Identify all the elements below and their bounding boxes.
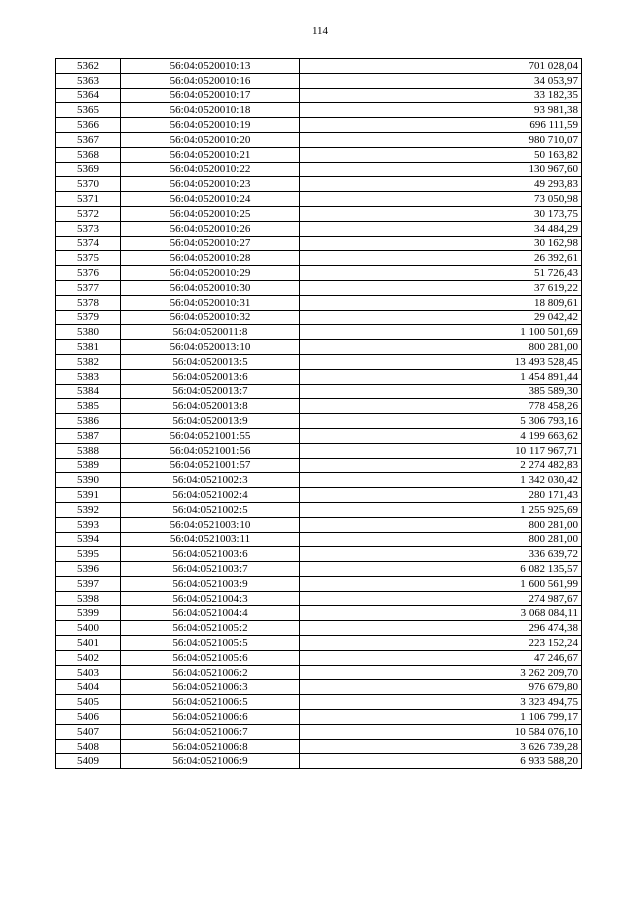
- row-number: 5375: [56, 251, 121, 266]
- row-number: 5377: [56, 280, 121, 295]
- cadastral-number: 56:04:0521006:8: [121, 739, 300, 754]
- table-row: [56, 443, 582, 458]
- row-number: 5382: [56, 354, 121, 369]
- table-row: [56, 591, 582, 606]
- cadastral-number: 56:04:0520010:32: [121, 310, 300, 325]
- cadastral-number: 56:04:0521001:57: [121, 458, 300, 473]
- cadastral-number: 56:04:0521003:11: [121, 532, 300, 547]
- row-number: 5376: [56, 266, 121, 281]
- cadastral-number: 56:04:0520011:8: [121, 325, 300, 340]
- table-row: [56, 680, 582, 695]
- cadastral-number: 56:04:0521002:5: [121, 502, 300, 517]
- row-number: 5370: [56, 177, 121, 192]
- cadastral-number: 56:04:0521003:6: [121, 547, 300, 562]
- cadastral-value: 696 111,59: [300, 118, 582, 133]
- cadastral-value: 30 162,98: [300, 236, 582, 251]
- table-row: [56, 695, 582, 710]
- table-row: [56, 636, 582, 651]
- cadastral-value: 1 342 030,42: [300, 473, 582, 488]
- cadastral-number: 56:04:0521004:3: [121, 591, 300, 606]
- table-row: [56, 458, 582, 473]
- table-row: [56, 354, 582, 369]
- row-number: 5365: [56, 103, 121, 118]
- cadastral-value: 296 474,38: [300, 621, 582, 636]
- row-number: 5371: [56, 192, 121, 207]
- cadastral-value: 34 053,97: [300, 73, 582, 88]
- cadastral-value: 980 710,07: [300, 132, 582, 147]
- cadastral-value: 50 163,82: [300, 147, 582, 162]
- cadastral-number: 56:04:0521006:5: [121, 695, 300, 710]
- cadastral-value: 13 493 528,45: [300, 354, 582, 369]
- cadastral-number: 56:04:0520010:20: [121, 132, 300, 147]
- table-row: [56, 517, 582, 532]
- cadastral-value: 29 042,42: [300, 310, 582, 325]
- cadastral-number: 56:04:0520010:27: [121, 236, 300, 251]
- row-number: 5385: [56, 399, 121, 414]
- row-number: 5372: [56, 206, 121, 221]
- table-row: [56, 118, 582, 133]
- cadastral-number: 56:04:0520010:22: [121, 162, 300, 177]
- cadastral-value: 336 639,72: [300, 547, 582, 562]
- cadastral-value: 10 117 967,71: [300, 443, 582, 458]
- table-row: [56, 266, 582, 281]
- row-number: 5398: [56, 591, 121, 606]
- row-number: 5363: [56, 73, 121, 88]
- table-row: [56, 132, 582, 147]
- table-row: [56, 547, 582, 562]
- cadastral-value: 3 626 739,28: [300, 739, 582, 754]
- cadastral-number: 56:04:0520010:16: [121, 73, 300, 88]
- row-number: 5399: [56, 606, 121, 621]
- table-row: [56, 103, 582, 118]
- cadastral-number: 56:04:0521006:2: [121, 665, 300, 680]
- cadastral-value: 1 454 891,44: [300, 369, 582, 384]
- cadastral-number: 56:04:0521003:7: [121, 562, 300, 577]
- table-row: [56, 576, 582, 591]
- cadastral-value: 34 484,29: [300, 221, 582, 236]
- cadastral-number: 56:04:0520013:8: [121, 399, 300, 414]
- table-row: [56, 739, 582, 754]
- cadastral-number: 56:04:0521005:6: [121, 650, 300, 665]
- cadastral-number: 56:04:0520013:5: [121, 354, 300, 369]
- cadastral-value: 1 100 501,69: [300, 325, 582, 340]
- cadastral-number: 56:04:0521001:55: [121, 428, 300, 443]
- cadastral-value: 10 584 076,10: [300, 724, 582, 739]
- cadastral-value: 385 589,30: [300, 384, 582, 399]
- cadastral-number: 56:04:0520010:19: [121, 118, 300, 133]
- row-number: 5409: [56, 754, 121, 769]
- row-number: 5367: [56, 132, 121, 147]
- cadastral-value: 30 173,75: [300, 206, 582, 221]
- cadastral-number: 56:04:0521003:10: [121, 517, 300, 532]
- table-row: [56, 325, 582, 340]
- cadastral-number: 56:04:0521001:56: [121, 443, 300, 458]
- table-row: [56, 147, 582, 162]
- table-row: [56, 310, 582, 325]
- row-number: 5368: [56, 147, 121, 162]
- cadastral-value: 5 306 793,16: [300, 414, 582, 429]
- cadastral-value: 1 255 925,69: [300, 502, 582, 517]
- row-number: 5401: [56, 636, 121, 651]
- cadastral-number: 56:04:0521006:9: [121, 754, 300, 769]
- table-row: [56, 473, 582, 488]
- table-row: [56, 754, 582, 769]
- cadastral-number: 56:04:0521006:6: [121, 710, 300, 725]
- table-row: [56, 650, 582, 665]
- row-number: 5383: [56, 369, 121, 384]
- cadastral-number: 56:04:0521004:4: [121, 606, 300, 621]
- cadastral-number: 56:04:0521002:4: [121, 488, 300, 503]
- cadastral-number: 56:04:0520010:17: [121, 88, 300, 103]
- cadastral-value: 800 281,00: [300, 532, 582, 547]
- cadastral-value: 3 323 494,75: [300, 695, 582, 710]
- row-number: 5380: [56, 325, 121, 340]
- cadastral-number: 56:04:0520010:18: [121, 103, 300, 118]
- table-row: [56, 73, 582, 88]
- row-number: 5389: [56, 458, 121, 473]
- cadastral-value: 93 981,38: [300, 103, 582, 118]
- cadastral-value: 1 106 799,17: [300, 710, 582, 725]
- row-number: 5392: [56, 502, 121, 517]
- row-number: 5400: [56, 621, 121, 636]
- cadastral-value: 33 182,35: [300, 88, 582, 103]
- row-number: 5366: [56, 118, 121, 133]
- row-number: 5362: [56, 59, 121, 74]
- cadastral-value: 800 281,00: [300, 340, 582, 355]
- table-row: [56, 162, 582, 177]
- row-number: 5390: [56, 473, 121, 488]
- cadastral-number: 56:04:0520013:7: [121, 384, 300, 399]
- cadastral-value: 976 679,80: [300, 680, 582, 695]
- row-number: 5395: [56, 547, 121, 562]
- row-number: 5364: [56, 88, 121, 103]
- table-row: [56, 192, 582, 207]
- table-row: [56, 532, 582, 547]
- page-number: 114: [311, 25, 329, 37]
- row-number: 5404: [56, 680, 121, 695]
- row-number: 5391: [56, 488, 121, 503]
- cadastral-number: 56:04:0521006:3: [121, 680, 300, 695]
- row-number: 5388: [56, 443, 121, 458]
- table-row: [56, 724, 582, 739]
- table-row: [56, 236, 582, 251]
- table-row: [56, 414, 582, 429]
- table-row: [56, 710, 582, 725]
- row-number: 5381: [56, 340, 121, 355]
- row-number: 5406: [56, 710, 121, 725]
- table-row: [56, 295, 582, 310]
- row-number: 5394: [56, 532, 121, 547]
- cadastral-number: 56:04:0520010:31: [121, 295, 300, 310]
- row-number: 5386: [56, 414, 121, 429]
- cadastral-value: 1 600 561,99: [300, 576, 582, 591]
- cadastral-value: 49 293,83: [300, 177, 582, 192]
- row-number: 5405: [56, 695, 121, 710]
- cadastral-number: 56:04:0520010:21: [121, 147, 300, 162]
- table-row: [56, 206, 582, 221]
- cadastral-value: 4 199 663,62: [300, 428, 582, 443]
- table-row: [56, 562, 582, 577]
- cadastral-value: 18 809,61: [300, 295, 582, 310]
- row-number: 5374: [56, 236, 121, 251]
- table-row: [56, 221, 582, 236]
- cadastral-value: 3 262 209,70: [300, 665, 582, 680]
- cadastral-number: 56:04:0520010:29: [121, 266, 300, 281]
- cadastral-value: 73 050,98: [300, 192, 582, 207]
- cadastral-number: 56:04:0520010:13: [121, 59, 300, 74]
- table-row: [56, 399, 582, 414]
- row-number: 5387: [56, 428, 121, 443]
- table-row: [56, 502, 582, 517]
- table-row: [56, 280, 582, 295]
- table-row: [56, 59, 582, 74]
- cadastral-value-table: [55, 58, 582, 769]
- table-row: [56, 340, 582, 355]
- row-number: 5369: [56, 162, 121, 177]
- cadastral-number: 56:04:0520013:6: [121, 369, 300, 384]
- cadastral-number: 56:04:0520013:10: [121, 340, 300, 355]
- cadastral-value: 37 619,22: [300, 280, 582, 295]
- row-number: 5403: [56, 665, 121, 680]
- cadastral-number: 56:04:0521005:5: [121, 636, 300, 651]
- cadastral-value: 800 281,00: [300, 517, 582, 532]
- cadastral-value: 6 082 135,57: [300, 562, 582, 577]
- cadastral-value: 47 246,67: [300, 650, 582, 665]
- table-row: [56, 177, 582, 192]
- table-row: [56, 606, 582, 621]
- row-number: 5384: [56, 384, 121, 399]
- row-number: 5402: [56, 650, 121, 665]
- cadastral-number: 56:04:0520010:23: [121, 177, 300, 192]
- row-number: 5407: [56, 724, 121, 739]
- cadastral-number: 56:04:0520010:24: [121, 192, 300, 207]
- cadastral-value: 51 726,43: [300, 266, 582, 281]
- cadastral-number: 56:04:0521002:3: [121, 473, 300, 488]
- cadastral-number: 56:04:0520010:30: [121, 280, 300, 295]
- table-row: [56, 665, 582, 680]
- table-row: [56, 488, 582, 503]
- cadastral-number: 56:04:0521005:2: [121, 621, 300, 636]
- cadastral-number: 56:04:0520013:9: [121, 414, 300, 429]
- row-number: 5393: [56, 517, 121, 532]
- cadastral-number: 56:04:0520010:28: [121, 251, 300, 266]
- cadastral-value: 274 987,67: [300, 591, 582, 606]
- table-row: [56, 384, 582, 399]
- cadastral-value: 2 274 482,83: [300, 458, 582, 473]
- row-number: 5373: [56, 221, 121, 236]
- table-row: [56, 88, 582, 103]
- cadastral-number: 56:04:0520010:25: [121, 206, 300, 221]
- table-row: [56, 428, 582, 443]
- row-number: 5379: [56, 310, 121, 325]
- row-number: 5397: [56, 576, 121, 591]
- cadastral-value: 3 068 084,11: [300, 606, 582, 621]
- cadastral-value: 701 028,04: [300, 59, 582, 74]
- cadastral-value: 26 392,61: [300, 251, 582, 266]
- cadastral-number: 56:04:0520010:26: [121, 221, 300, 236]
- table-row: [56, 251, 582, 266]
- cadastral-value: 223 152,24: [300, 636, 582, 651]
- cadastral-number: 56:04:0521006:7: [121, 724, 300, 739]
- row-number: 5378: [56, 295, 121, 310]
- table-body: [56, 59, 582, 769]
- table-row: [56, 369, 582, 384]
- cadastral-value: 130 967,60: [300, 162, 582, 177]
- table-row: [56, 621, 582, 636]
- row-number: 5396: [56, 562, 121, 577]
- cadastral-number: 56:04:0521003:9: [121, 576, 300, 591]
- cadastral-value: 6 933 588,20: [300, 754, 582, 769]
- cadastral-value: 280 171,43: [300, 488, 582, 503]
- row-number: 5408: [56, 739, 121, 754]
- cadastral-value: 778 458,26: [300, 399, 582, 414]
